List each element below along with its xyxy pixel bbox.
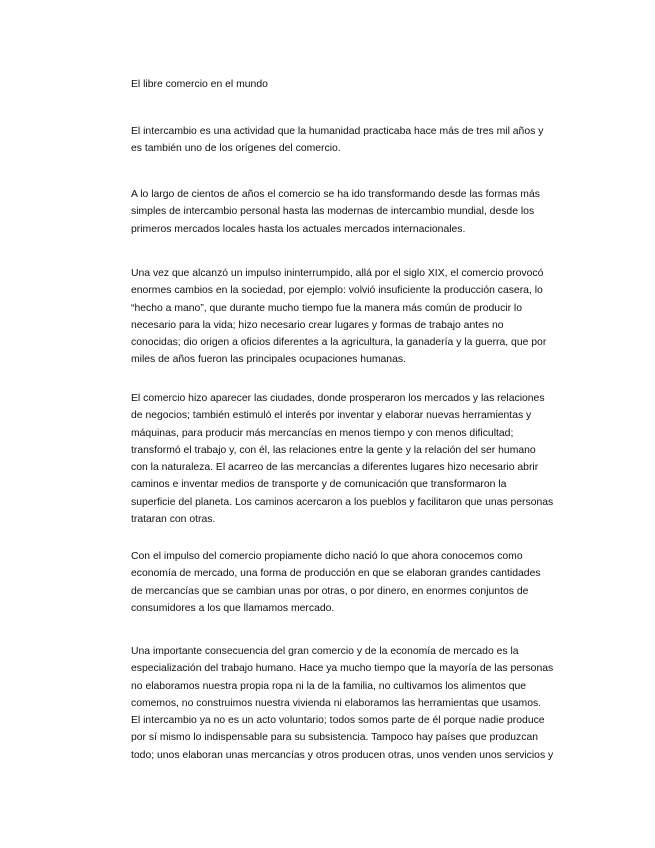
paragraph-line: máquinas, para producir más mercancías en menos tiempo y con menos dificultad; [131,427,514,439]
paragraph-line: El comercio hizo aparecer las ciudades, donde prosperaron los mercados y las relaciones [131,393,545,404]
paragraph-6 [131,643,553,764]
paragraph-line: caminos e inventar medios de transporte y de comunicación que transformaron la [131,479,507,491]
paragraph-line: trataran con otras. [131,514,216,526]
paragraph-3 [131,265,546,369]
paragraph-line: primeros mercados locales hasta los actuales mercados internacionales. [131,223,466,235]
paragraph-line: de mercancías que se cambian unas por otras, o por dinero, en enormes conjuntos de [131,585,529,597]
paragraph-line: Una importante consecuencia del gran comercio y de la economía de mercado es la [131,646,519,657]
paragraph-line: por sí mismo lo indispensable para su subsistencia. Tampoco hay países que produzcan [131,732,539,744]
paragraph-line: Con el impulso del comercio propiamente dicho nació lo que ahora conocemos como [131,551,523,562]
paragraph-4 [131,390,553,528]
paragraph-line: es también uno de los orígenes del comercio. [131,143,341,155]
paragraph-line: especialización del trabajo humano. Hace ya mucho tiempo que la mayoría de las personas [131,663,554,675]
paragraph-line: consumidores a los que llamamos mercado. [131,602,335,614]
paragraph-2 [131,186,540,238]
paragraph-line: conocidas; dio origen a oficios diferentes a la agricultura, la ganadería y la guerra, que por [131,337,547,349]
paragraph-line: economía de mercado, una forma de producción en que se elaboran grandes cantidades [131,568,541,580]
paragraph-line: todo; unos elaboran unas mercancías y otros producen otras, unos venden unos servicios y [131,749,554,761]
paragraph-line: “hecho a mano”, que durante mucho tiempo fue la manera más común de producir lo [131,302,523,314]
paragraph-line: de negocios; también estimuló el interés por inventar y elaborar nuevas herramientas y [131,410,532,422]
paragraph-line: enormes cambios en la sociedad, por ejemplo: volvió insuficiente la producción casera, lo [131,285,543,297]
paragraph-line: necesario para la vida; hizo necesario crear lugares y formas de trabajo antes no [131,319,504,331]
paragraph-line: transformó el trabajo y, con él, las relaciones entre la gente y la relación del ser humano [131,444,536,456]
paragraph-line: El intercambio es una actividad que la humanidad practicaba hace más de tres mil años y [131,126,544,137]
paragraph-1 [131,123,543,158]
paragraph-line: con la naturaleza. El acarreo de las mercancías a diferentes lugares hizo necesario abrir [131,462,539,474]
paragraph-line: simples de intercambio personal hasta las modernas de intercambio mundial, desde los [131,206,535,218]
paragraph-line: El intercambio ya no es un acto voluntario; todos somos parte de él porque nadie produce [131,715,545,727]
paragraph-line: Una vez que alcanzó un impulso ininterrumpido, allá por el siglo XIX, el comercio provocó [131,268,544,279]
paragraph-line: miles de años fueron las principales ocupaciones humanas. [131,354,406,366]
paragraph-line: no elaboramos nuestra propia ropa ni la de la familia, no cultivamos los alimentos que [131,680,527,692]
paragraph-line: A lo largo de cientos de años el comercio se ha ido transformando desde las formas más [131,189,540,200]
paragraph-line: comemos, no construimos nuestra vivienda ni elaboramos las herramientas que usamos. [131,697,542,709]
paragraph-5 [131,548,541,617]
paragraph-line: superficie del planeta. Los caminos acercaron a los pueblos y facilitaron que unas personas [131,496,554,508]
document-title: El libre comercio en el mundo [131,79,268,90]
